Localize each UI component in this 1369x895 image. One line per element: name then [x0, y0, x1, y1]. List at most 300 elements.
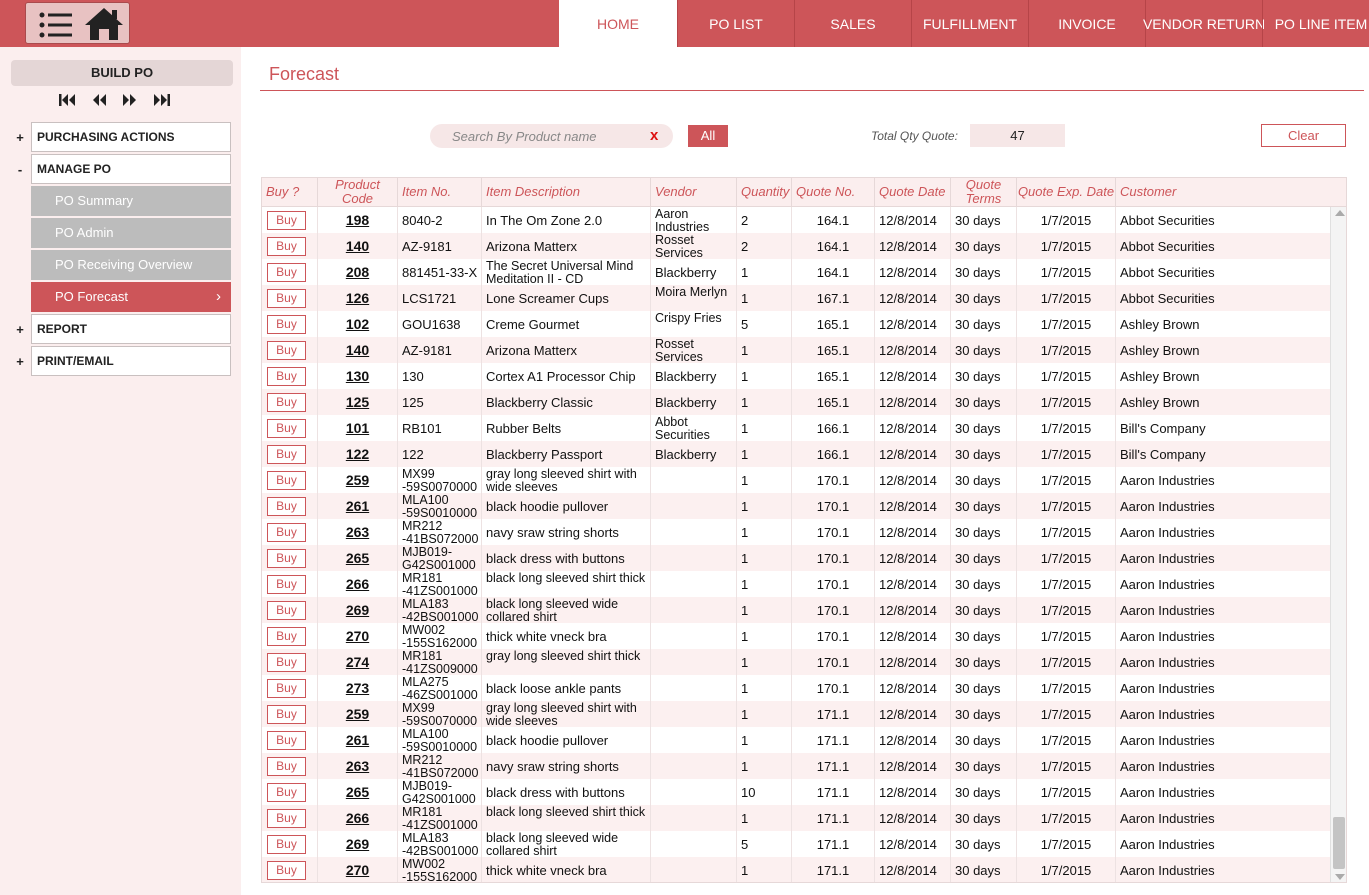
sidebar-subitem-po-receiving-overview[interactable]: PO Receiving Overview — [31, 250, 231, 280]
cell-customer — [1116, 493, 1330, 519]
cell-quote-terms — [951, 285, 1017, 311]
cell-quote-exp-date — [1017, 779, 1116, 805]
quote-exp-date-text: 1/7/2015 — [1040, 732, 1092, 748]
cell-product-code — [318, 649, 398, 675]
quote-exp-date-text: 1/7/2015 — [1040, 706, 1092, 722]
buy-button[interactable]: Buy — [267, 601, 306, 620]
sidebar-item-label[interactable]: MANAGE PO — [31, 154, 231, 184]
quote-date-text: 12/8/2014 — [879, 810, 937, 826]
quote-no-text: 170.1 — [816, 524, 850, 540]
cell-quote-date — [875, 831, 951, 857]
cell-quote-terms — [951, 649, 1017, 675]
cell-customer — [1116, 467, 1330, 493]
tab-fulfillment[interactable]: FULFILLMENT — [911, 0, 1028, 47]
quote-terms-text: 30 days — [955, 316, 1001, 332]
cell-quantity — [737, 519, 792, 545]
cell-product-code — [318, 623, 398, 649]
column-header-customer[interactable]: Customer — [1120, 184, 1177, 199]
cell-quote-terms — [951, 493, 1017, 519]
cell-buy — [262, 519, 318, 545]
cell-customer — [1116, 805, 1330, 831]
quote-terms-text: 30 days — [955, 446, 1001, 462]
cell-quote-date — [875, 259, 951, 285]
last-record-icon[interactable] — [153, 93, 171, 107]
product-code-link[interactable]: 101 — [345, 420, 370, 436]
quote-exp-date-text: 1/7/2015 — [1040, 628, 1092, 644]
cell-item-no — [398, 571, 482, 597]
quote-no-text: 170.1 — [816, 576, 850, 592]
cell-item-no — [398, 545, 482, 571]
sidebar-subitem-label: PO Forecast — [55, 289, 128, 304]
table-row — [262, 701, 1330, 727]
sidebar-item-label[interactable]: PRINT/EMAIL — [31, 346, 231, 376]
product-code-link[interactable]: 270 — [345, 628, 370, 644]
quote-no-text: 170.1 — [816, 602, 850, 618]
buy-button[interactable]: Buy — [267, 549, 306, 568]
buy-button[interactable]: Buy — [267, 367, 306, 386]
cell-customer — [1116, 259, 1330, 285]
sidebar-subitem-po-summary[interactable]: PO Summary — [31, 186, 231, 216]
item-description-text: gray long sleeved shirt thick — [486, 649, 641, 663]
cell-item-description — [482, 389, 651, 415]
cell-vendor — [651, 727, 737, 753]
product-code-link[interactable]: 102 — [345, 316, 370, 332]
cell-buy — [262, 493, 318, 519]
cell-quote-exp-date — [1017, 649, 1116, 675]
cell-product-code — [318, 779, 398, 805]
item-description-text: Rubber Belts — [486, 420, 562, 436]
item-no-text: MJB019- G42S001000 — [402, 545, 476, 571]
item-no-text: AZ-9181 — [402, 342, 452, 358]
first-record-icon[interactable] — [58, 93, 76, 107]
cell-vendor — [651, 389, 737, 415]
buy-button[interactable]: Buy — [267, 861, 306, 880]
cell-item-no — [398, 441, 482, 467]
quantity-text: 1 — [741, 342, 749, 358]
scroll-thumb[interactable] — [1333, 817, 1345, 869]
table-row — [262, 233, 1330, 259]
buy-button[interactable]: Buy — [267, 393, 306, 412]
product-code-link[interactable]: 273 — [345, 680, 370, 696]
tab-home[interactable]: HOME — [559, 0, 677, 47]
cell-quantity — [737, 597, 792, 623]
cell-quote-date — [875, 467, 951, 493]
cell-quote-no — [792, 493, 875, 519]
sidebar-subitem-po-admin[interactable]: PO Admin — [31, 218, 231, 248]
customer-text: Abbot Securities — [1120, 290, 1215, 306]
buy-button[interactable]: Buy — [267, 237, 306, 256]
customer-text: Aaron Industries — [1120, 862, 1215, 878]
buy-button[interactable]: Buy — [267, 653, 306, 672]
item-no-text: MR181 -41ZS001000 — [402, 571, 478, 597]
item-no-text: 122 — [402, 446, 424, 462]
column-header-buy: Buy ? — [262, 178, 318, 206]
cell-quantity — [737, 857, 792, 883]
cell-customer — [1116, 649, 1330, 675]
list-menu-icon[interactable] — [38, 11, 74, 39]
sidebar-item-label[interactable]: REPORT — [31, 314, 231, 344]
buy-button[interactable]: Buy — [267, 575, 306, 594]
item-description-text: black long sleeved wide collared shirt — [486, 831, 619, 857]
product-code-link[interactable]: 269 — [345, 836, 370, 852]
cell-quote-exp-date — [1017, 233, 1116, 259]
product-code-link[interactable]: 266 — [345, 576, 370, 592]
buy-button[interactable]: Buy — [267, 705, 306, 724]
quantity-text: 1 — [741, 810, 749, 826]
tab-invoice[interactable]: INVOICE — [1028, 0, 1145, 47]
cell-quote-no — [792, 467, 875, 493]
product-code-link[interactable]: 263 — [345, 524, 370, 540]
quote-no-text: 170.1 — [816, 472, 850, 488]
cell-buy — [262, 467, 318, 493]
product-code-link[interactable]: 263 — [345, 758, 370, 774]
product-code-link[interactable]: 259 — [345, 706, 370, 722]
cell-product-code — [318, 597, 398, 623]
cell-quote-exp-date — [1017, 623, 1116, 649]
cell-vendor — [651, 519, 737, 545]
column-header-quote-exp-date[interactable]: Quote Exp. Date — [1017, 178, 1116, 206]
quote-date-text: 12/8/2014 — [879, 706, 937, 722]
cell-item-description — [482, 233, 651, 259]
buy-button[interactable]: Buy — [267, 263, 306, 282]
cell-quote-date — [875, 571, 951, 597]
quote-terms-text: 30 days — [955, 862, 1001, 878]
quote-exp-date-text: 1/7/2015 — [1040, 576, 1092, 592]
buy-button[interactable]: Buy — [267, 679, 306, 698]
sidebar-subitem-po-forecast[interactable] — [31, 282, 231, 312]
column-header-quote-no[interactable]: Quote No. — [792, 178, 875, 206]
cell-quote-date — [875, 233, 951, 259]
product-code-link[interactable]: 269 — [345, 602, 370, 618]
table-row — [262, 623, 1330, 649]
cell-item-description — [482, 623, 651, 649]
quote-exp-date-text: 1/7/2015 — [1040, 836, 1092, 852]
cell-vendor — [651, 493, 737, 519]
quote-exp-date-text: 1/7/2015 — [1040, 758, 1092, 774]
quote-no-text: 171.1 — [816, 862, 850, 878]
cell-buy — [262, 779, 318, 805]
clear-search-icon[interactable]: x — [650, 127, 659, 144]
cell-product-code — [318, 207, 398, 233]
quote-date-text: 12/8/2014 — [879, 758, 937, 774]
product-code-link[interactable]: 198 — [345, 212, 370, 228]
product-code-link[interactable]: 126 — [345, 290, 370, 306]
table-row — [262, 441, 1330, 467]
expand-toggle[interactable]: + — [16, 130, 24, 145]
cell-quote-exp-date — [1017, 363, 1116, 389]
cell-item-no — [398, 207, 482, 233]
cell-buy — [262, 571, 318, 597]
quantity-text: 5 — [741, 836, 749, 852]
cell-item-description — [482, 597, 651, 623]
quote-date-text: 12/8/2014 — [879, 784, 937, 800]
cell-item-description — [482, 493, 651, 519]
product-code-link[interactable]: 140 — [345, 342, 370, 358]
cell-item-description — [482, 415, 651, 441]
cell-item-description — [482, 311, 651, 337]
customer-text: Aaron Industries — [1120, 784, 1215, 800]
column-header-quote-terms[interactable]: Quote Terms — [951, 178, 1017, 206]
cell-customer — [1116, 233, 1330, 259]
product-code-link[interactable]: 265 — [345, 784, 370, 800]
quote-date-text: 12/8/2014 — [879, 420, 937, 436]
cell-vendor — [651, 441, 737, 467]
quote-no-text: 170.1 — [816, 628, 850, 644]
sidebar-item-report[interactable] — [0, 314, 241, 344]
cell-quote-no — [792, 779, 875, 805]
cell-product-code — [318, 441, 398, 467]
table-row — [262, 519, 1330, 545]
menu-home-button[interactable] — [25, 2, 130, 44]
product-code-link[interactable]: 140 — [345, 238, 370, 254]
quote-date-text: 12/8/2014 — [879, 264, 937, 280]
column-header-quantity[interactable]: Quantity — [737, 178, 792, 206]
item-description-text: black long sleeved shirt thick — [486, 571, 646, 585]
quote-exp-date-text: 1/7/2015 — [1040, 394, 1092, 410]
cell-quote-no — [792, 675, 875, 701]
cell-product-code — [318, 727, 398, 753]
cell-product-code — [318, 571, 398, 597]
quantity-text: 1 — [741, 264, 749, 280]
cell-quantity — [737, 493, 792, 519]
vendor-text: Blackberry — [655, 264, 717, 280]
cell-item-description — [482, 441, 651, 467]
cell-quote-date — [875, 597, 951, 623]
cell-quote-exp-date — [1017, 753, 1116, 779]
cell-item-description — [482, 467, 651, 493]
product-code-link[interactable]: 274 — [345, 654, 370, 670]
table-row — [262, 363, 1330, 389]
cell-item-description — [482, 285, 651, 311]
cell-item-description — [482, 259, 651, 285]
table-row — [262, 545, 1330, 571]
cell-item-description — [482, 675, 651, 701]
previous-record-icon[interactable] — [91, 93, 107, 107]
buy-button[interactable]: Buy — [267, 523, 306, 542]
cell-quote-no — [792, 311, 875, 337]
customer-text: Aaron Industries — [1120, 680, 1215, 696]
cell-customer — [1116, 727, 1330, 753]
quote-terms-text: 30 days — [955, 420, 1001, 436]
quote-date-text: 12/8/2014 — [879, 602, 937, 618]
buy-button[interactable]: Buy — [267, 497, 306, 516]
cell-quantity — [737, 831, 792, 857]
cell-vendor — [651, 623, 737, 649]
column-header-item-description[interactable]: Item Description — [482, 178, 651, 206]
cell-customer — [1116, 675, 1330, 701]
product-code-link[interactable]: 270 — [345, 862, 370, 878]
cell-quote-terms — [951, 519, 1017, 545]
table-row — [262, 857, 1330, 883]
cell-quantity — [737, 727, 792, 753]
cell-buy — [262, 415, 318, 441]
quote-date-text: 12/8/2014 — [879, 472, 937, 488]
cell-item-no — [398, 805, 482, 831]
quote-exp-date-text: 1/7/2015 — [1040, 810, 1092, 826]
all-button[interactable]: All — [688, 125, 728, 147]
tab-po-line-item[interactable]: PO LINE ITEM — [1262, 0, 1369, 47]
product-code-link[interactable]: 261 — [345, 732, 370, 748]
cell-quote-terms — [951, 571, 1017, 597]
cell-vendor — [651, 285, 737, 311]
quote-no-text: 166.1 — [816, 420, 850, 436]
tab-vendor-return[interactable]: VENDOR RETURN — [1145, 0, 1262, 47]
quote-no-text: 165.1 — [816, 342, 850, 358]
cell-item-description — [482, 545, 651, 571]
quote-terms-text: 30 days — [955, 784, 1001, 800]
buy-button[interactable]: Buy — [267, 471, 306, 490]
buy-button[interactable]: Buy — [267, 731, 306, 750]
cell-quantity — [737, 441, 792, 467]
quantity-text: 1 — [741, 706, 749, 722]
buy-button[interactable]: Buy — [267, 757, 306, 776]
customer-text: Aaron Industries — [1120, 550, 1215, 566]
cell-quote-exp-date — [1017, 337, 1116, 363]
next-record-icon[interactable] — [122, 93, 138, 107]
product-code-link[interactable]: 259 — [345, 472, 370, 488]
table-row — [262, 493, 1330, 519]
cell-vendor — [651, 597, 737, 623]
product-code-link[interactable]: 130 — [345, 368, 370, 384]
cell-item-description — [482, 857, 651, 883]
quote-terms-text: 30 days — [955, 706, 1001, 722]
buy-button[interactable]: Buy — [267, 835, 306, 854]
buy-button[interactable]: Buy — [267, 211, 306, 230]
quote-date-text: 12/8/2014 — [879, 212, 937, 228]
quantity-text: 1 — [741, 498, 749, 514]
vertical-scrollbar[interactable] — [1330, 207, 1347, 883]
expand-toggle[interactable]: + — [16, 354, 24, 369]
column-header-product-code[interactable]: Product Code — [318, 178, 398, 206]
item-no-text: MW002 -155S162000 — [402, 623, 478, 649]
product-search — [430, 124, 673, 148]
cell-product-code — [318, 831, 398, 857]
cell-item-description — [482, 519, 651, 545]
cell-buy — [262, 311, 318, 337]
column-header-item-no[interactable]: Item No. — [398, 178, 482, 206]
cell-customer — [1116, 285, 1330, 311]
cell-quote-date — [875, 649, 951, 675]
cell-customer — [1116, 701, 1330, 727]
cell-product-code — [318, 285, 398, 311]
customer-text: Bill's Company — [1120, 446, 1206, 462]
vendor-text: Abbot Securities — [655, 415, 710, 441]
quote-terms-text: 30 days — [955, 576, 1001, 592]
buy-button[interactable]: Buy — [267, 783, 306, 802]
tab-sales[interactable]: SALES — [794, 0, 911, 47]
cell-quantity — [737, 337, 792, 363]
column-header-vendor[interactable]: Vendor — [651, 178, 737, 206]
buy-button[interactable]: Buy — [267, 419, 306, 438]
cell-vendor — [651, 415, 737, 441]
sidebar-item-purchasing-actions[interactable] — [0, 122, 241, 152]
buy-button[interactable]: Buy — [267, 315, 306, 334]
quantity-text: 1 — [741, 472, 749, 488]
quote-date-text: 12/8/2014 — [879, 290, 937, 306]
cell-quote-terms — [951, 207, 1017, 233]
quote-exp-date-text: 1/7/2015 — [1040, 784, 1092, 800]
cell-quote-terms — [951, 857, 1017, 883]
total-qty-label: Total Qty Quote: — [871, 129, 958, 143]
quote-terms-text: 30 days — [955, 394, 1001, 410]
search-input[interactable] — [452, 127, 642, 145]
vendor-text: Rosset Services — [655, 337, 703, 363]
product-code-link[interactable]: 261 — [345, 498, 370, 514]
quote-no-text: 171.1 — [816, 836, 850, 852]
cell-quantity — [737, 363, 792, 389]
product-code-link[interactable]: 208 — [345, 264, 370, 280]
tab-po-list[interactable]: PO LIST — [677, 0, 794, 47]
cell-quote-date — [875, 545, 951, 571]
product-code-link[interactable]: 265 — [345, 550, 370, 566]
scroll-down-icon[interactable] — [1335, 874, 1345, 880]
sidebar-item-manage-po[interactable] — [0, 154, 241, 184]
item-no-text: MR181 -41ZS009000 — [402, 649, 478, 675]
buy-button[interactable]: Buy — [267, 445, 306, 464]
quote-no-text: 164.1 — [816, 212, 850, 228]
product-code-link[interactable]: 122 — [345, 446, 370, 462]
buy-button[interactable]: Buy — [267, 341, 306, 360]
product-code-link[interactable]: 125 — [345, 394, 370, 410]
cell-item-no — [398, 467, 482, 493]
cell-product-code — [318, 857, 398, 883]
quote-exp-date-text: 1/7/2015 — [1040, 498, 1092, 514]
table-row — [262, 649, 1330, 675]
customer-text: Aaron Industries — [1120, 628, 1215, 644]
item-description-text: Blackberry Passport — [486, 446, 603, 462]
scroll-up-icon[interactable] — [1335, 210, 1345, 216]
item-no-text: MX99 -59S0070000 — [402, 467, 478, 493]
cell-product-code — [318, 493, 398, 519]
collapse-toggle[interactable]: - — [17, 162, 23, 177]
page-title: Forecast — [269, 64, 340, 84]
item-description-text: black long sleeved shirt thick — [486, 805, 646, 819]
cell-item-description — [482, 701, 651, 727]
table-row — [262, 389, 1330, 415]
cell-quantity — [737, 779, 792, 805]
quote-date-text: 12/8/2014 — [879, 316, 937, 332]
cell-item-no — [398, 363, 482, 389]
buy-button[interactable]: Buy — [267, 627, 306, 646]
quote-no-text: 171.1 — [816, 706, 850, 722]
expand-toggle[interactable]: + — [16, 322, 24, 337]
buy-button[interactable]: Buy — [267, 289, 306, 308]
cell-customer — [1116, 311, 1330, 337]
home-icon[interactable] — [84, 7, 124, 41]
column-header-quote-date[interactable]: Quote Date — [875, 178, 951, 206]
quote-exp-date-text: 1/7/2015 — [1040, 446, 1092, 462]
buy-button[interactable]: Buy — [267, 809, 306, 828]
quote-date-text: 12/8/2014 — [879, 576, 937, 592]
sidebar-item-print-email[interactable] — [0, 346, 241, 376]
quote-no-text: 170.1 — [816, 654, 850, 670]
cell-item-no — [398, 831, 482, 857]
cell-product-code — [318, 545, 398, 571]
product-code-link[interactable]: 266 — [345, 810, 370, 826]
table-row — [262, 337, 1330, 363]
cell-buy — [262, 753, 318, 779]
top-bar — [0, 0, 1369, 47]
sidebar-item-label[interactable]: PURCHASING ACTIONS — [31, 122, 231, 152]
cell-quote-terms — [951, 623, 1017, 649]
cell-buy — [262, 233, 318, 259]
cell-product-code — [318, 467, 398, 493]
cell-item-description — [482, 779, 651, 805]
cell-item-no — [398, 649, 482, 675]
cell-quote-terms — [951, 337, 1017, 363]
cell-vendor — [651, 675, 737, 701]
clear-button[interactable]: Clear — [1261, 124, 1346, 147]
